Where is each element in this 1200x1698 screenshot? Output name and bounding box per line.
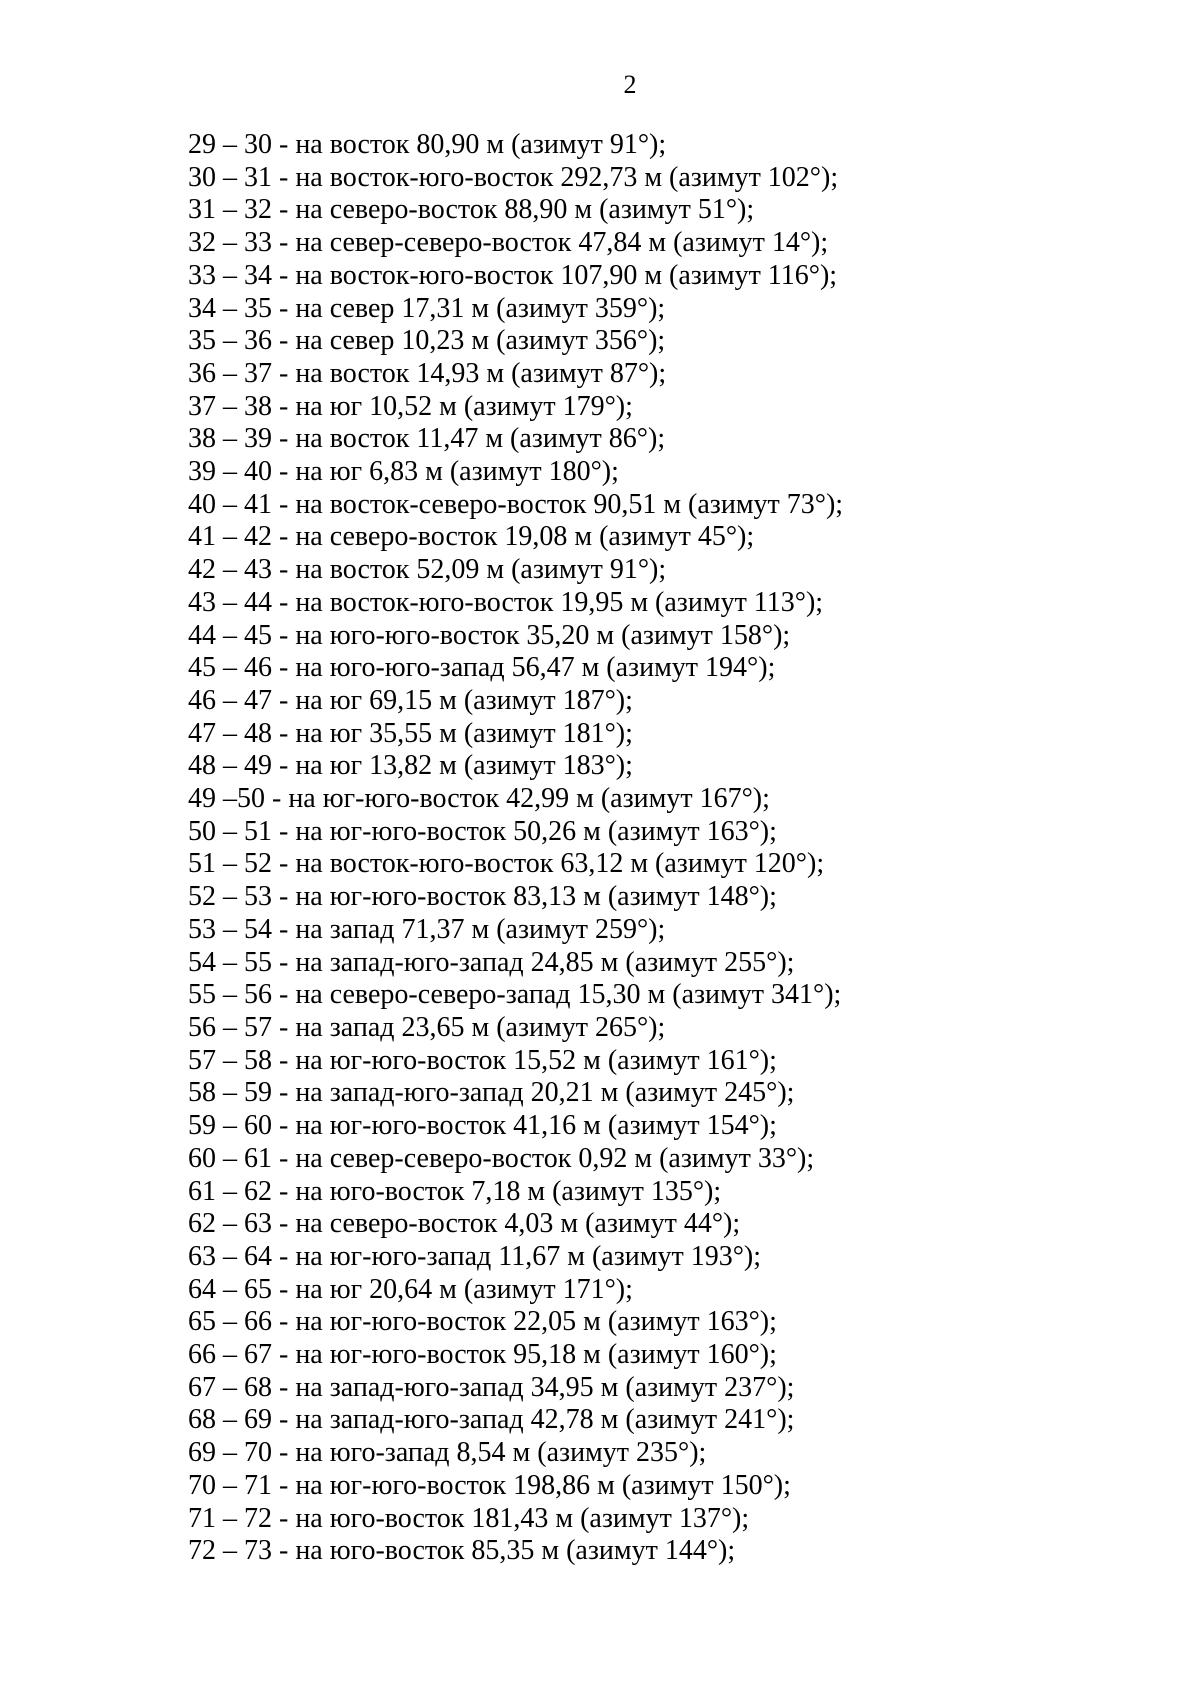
boundary-line: 37 – 38 - на юг 10,52 м (азимут 179°); <box>188 390 633 422</box>
boundary-line: 29 – 30 - на восток 80,90 м (азимут 91°); <box>188 129 667 160</box>
boundary-line: 30 – 31 - на восток-юго-восток 292,73 м (азимут 102°); <box>188 161 839 193</box>
boundary-line: 66 – 67 - на юг-юго-восток 95,18 м (азимут 160°); <box>188 1339 777 1371</box>
boundary-line: 36 – 37 - на восток 14,93 м (азимут 87°); <box>188 357 667 389</box>
boundary-line: 53 – 54 - на запад 71,37 м (азимут 259°); <box>188 913 666 945</box>
boundary-line: 59 – 60 - на юг-юго-восток 41,16 м (азимут 154°); <box>188 1110 777 1142</box>
boundary-line: 58 – 59 - на запад-юго-запад 20,21 м (азимут 245°); <box>188 1077 795 1109</box>
boundary-line: 48 – 49 - на юг 13,82 м (азимут 183°); <box>188 750 633 782</box>
boundary-line: 62 – 63 - на северо-восток 4,03 м (азимут 44°); <box>188 1208 741 1240</box>
boundary-line: 49 –50 - на юг-юго-восток 42,99 м (азимут 167°); <box>188 783 770 815</box>
boundary-line: 72 – 73 - на юго-восток 85,35 м (азимут 144°); <box>188 1535 736 1567</box>
boundary-line: 64 – 65 - на юг 20,64 м (азимут 171°); <box>188 1273 633 1305</box>
boundary-line: 43 – 44 - на восток-юго-восток 19,95 м (азимут 113°); <box>188 586 824 618</box>
boundary-line: 38 – 39 - на восток 11,47 м (азимут 86°); <box>188 423 666 455</box>
page-number: 2 <box>623 70 637 99</box>
boundary-line: 60 – 61 - на север-северо-восток 0,92 м (азимут 33°); <box>188 1142 815 1174</box>
boundary-line: 63 – 64 - на юг-юго-запад 11,67 м (азимут 193°); <box>188 1240 762 1272</box>
boundary-line: 31 – 32 - на северо-восток 88,90 м (азимут 51°); <box>188 194 755 226</box>
boundary-line: 40 – 41 - на восток-северо-восток 90,51 м (азимут 73°); <box>188 488 844 520</box>
boundary-line: 42 – 43 - на восток 52,09 м (азимут 91°); <box>188 554 667 586</box>
boundary-line: 50 – 51 - на юг-юго-восток 50,26 м (азимут 163°); <box>188 815 777 847</box>
boundary-line: 35 – 36 - на север 10,23 м (азимут 356°); <box>188 325 666 357</box>
boundary-description-list <box>188 129 843 1568</box>
boundary-line: 52 – 53 - на юг-юго-восток 83,13 м (азимут 148°); <box>188 881 777 913</box>
boundary-line: 51 – 52 - на восток-юго-восток 63,12 м (азимут 120°); <box>188 848 825 880</box>
boundary-line: 71 – 72 - на юго-восток 181,43 м (азимут 137°); <box>188 1502 750 1534</box>
boundary-line: 67 – 68 - на запад-юго-запад 34,95 м (азимут 237°); <box>188 1371 795 1403</box>
boundary-line: 65 – 66 - на юг-юго-восток 22,05 м (азимут 163°); <box>188 1306 777 1338</box>
boundary-line: 61 – 62 - на юго-восток 7,18 м (азимут 135°); <box>188 1175 722 1207</box>
boundary-line: 54 – 55 - на запад-юго-запад 24,85 м (азимут 255°); <box>188 946 795 978</box>
boundary-line: 69 – 70 - на юго-запад 8,54 м (азимут 235°); <box>188 1437 707 1469</box>
boundary-line: 32 – 33 - на север-северо-восток 47,84 м (азимут 14°); <box>188 227 829 259</box>
boundary-line: 45 – 46 - на юго-юго-запад 56,47 м (азимут 194°); <box>188 652 776 684</box>
boundary-line: 34 – 35 - на север 17,31 м (азимут 359°); <box>188 292 666 324</box>
boundary-line: 33 – 34 - на восток-юго-восток 107,90 м (азимут 116°); <box>188 259 838 291</box>
boundary-line: 44 – 45 - на юго-юго-восток 35,20 м (азимут 158°); <box>188 619 791 651</box>
boundary-line: 41 – 42 - на северо-восток 19,08 м (азимут 45°); <box>188 521 755 553</box>
boundary-line: 47 – 48 - на юг 35,55 м (азимут 181°); <box>188 717 633 749</box>
boundary-line: 57 – 58 - на юг-юго-восток 15,52 м (азимут 161°); <box>188 1044 777 1076</box>
boundary-line: 39 – 40 - на юг 6,83 м (азимут 180°); <box>188 456 619 488</box>
boundary-line: 70 – 71 - на юг-юго-восток 198,86 м (азимут 150°); <box>188 1469 791 1501</box>
boundary-line: 68 – 69 - на запад-юго-запад 42,78 м (азимут 241°); <box>188 1404 795 1436</box>
boundary-line: 55 – 56 - на северо-северо-запад 15,30 м (азимут 341°); <box>188 979 842 1011</box>
boundary-line: 56 – 57 - на запад 23,65 м (азимут 265°); <box>188 1011 666 1043</box>
boundary-line: 46 – 47 - на юг 69,15 м (азимут 187°); <box>188 684 633 716</box>
